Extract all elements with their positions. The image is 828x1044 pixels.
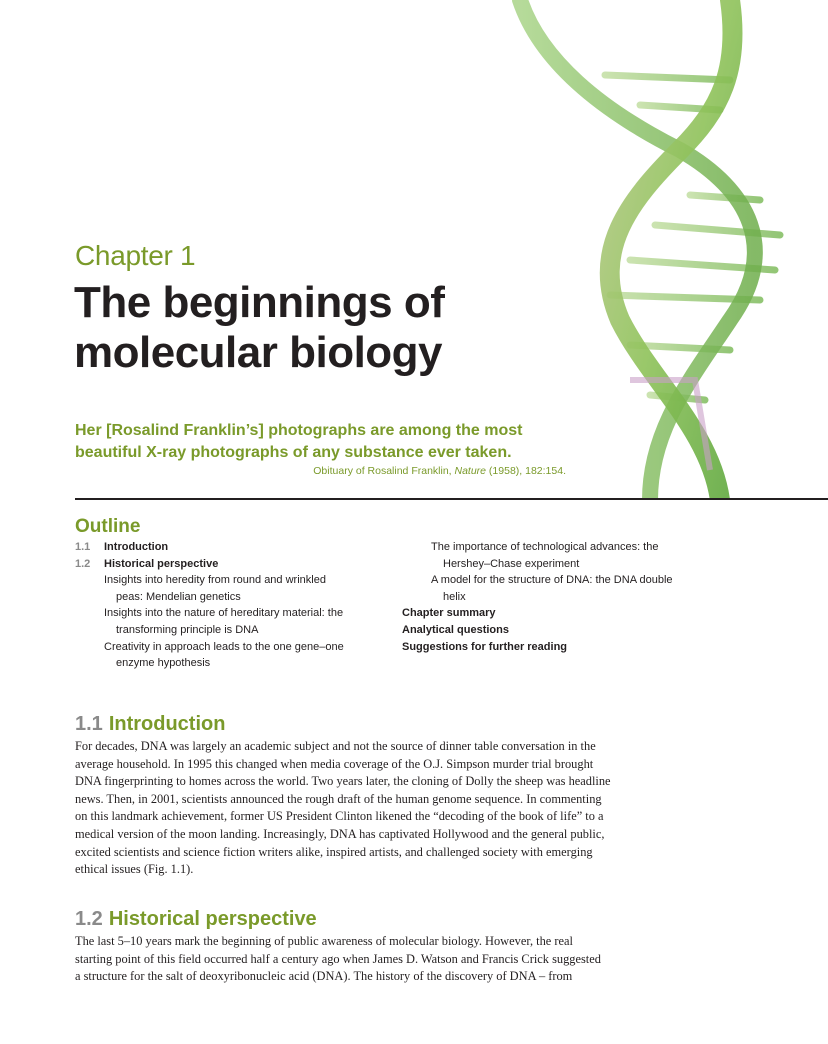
outline-subitem-text: enzyme hypothesis	[116, 657, 211, 670]
outline-subitem-hershey-chase[interactable]	[402, 539, 722, 572]
helix-rung	[605, 75, 730, 80]
outline-subitem-text: Insights into the nature of hereditary material: the	[104, 607, 344, 620]
body-line: medical version of the moon landing. Increasingly, DNA has captivated Hollywood and the general public,	[75, 826, 605, 841]
body-line: starting point of this field occurred half a century ago when James D. Watson and Francis Crick suggested	[75, 951, 601, 966]
section-number: 1.2	[75, 908, 103, 930]
outline-column-right	[402, 539, 722, 655]
chapter-label: Chapter 1	[75, 240, 196, 271]
outline-subitem-text: transforming principle is DNA	[116, 623, 259, 636]
body-line: The last 5–10 years mark the beginning of public awareness of molecular biology. However, the real	[75, 934, 573, 948]
outline-subitem-text: A model for the structure of DNA: the DNA double	[431, 574, 673, 587]
outline-subitem-double-helix[interactable]	[402, 572, 722, 605]
outline-subitem-text: peas: Mendelian genetics	[116, 590, 241, 603]
helix-rung	[655, 225, 780, 235]
outline-section-number: 1.1	[75, 541, 91, 553]
outline-subitem-one-gene-one-enzyme[interactable]	[75, 639, 395, 672]
outline-subitem-text: The importance of technological advances: the	[431, 541, 659, 553]
outline-heading: Outline	[75, 516, 141, 537]
outline-item-introduction[interactable]	[75, 539, 395, 556]
body-line: on this landmark achievement, former US President Clinton likened the “decoding of the book of life” to a	[75, 809, 604, 824]
epigraph-source-prefix: Obituary of Rosalind Franklin,	[313, 465, 455, 477]
outline-section-label: Introduction	[104, 541, 169, 553]
chapter-title	[74, 278, 544, 378]
section-body-historical-perspective	[75, 933, 715, 986]
epigraph-source	[75, 465, 566, 477]
section-title: Historical perspective	[108, 908, 317, 930]
outline-subitem-transforming-principle[interactable]	[75, 605, 395, 638]
body-line: news. Then, in 2001, scientists announced the rough draft of the human genome sequence. In commenting	[75, 791, 602, 806]
epigraph-line-2: beautiful X-ray photographs of any substance ever taken.	[75, 444, 512, 461]
section-heading-historical-perspective	[75, 908, 317, 931]
body-line: For decades, DNA was largely an academic subject and not the source of dinner table conversation in the	[75, 739, 596, 753]
outline-item-chapter-summary[interactable]: Chapter summary	[402, 607, 496, 620]
outline-section-label: Historical perspective	[104, 557, 219, 570]
body-line: a structure for the salt of deoxyribonucleic acid (DNA). The history of the discovery of DNA – from	[75, 969, 573, 984]
outline-column-left	[75, 539, 395, 672]
epigraph-quote	[75, 420, 575, 464]
epigraph-source-suffix: (1958), 182:154.	[486, 465, 566, 477]
outline-subitem-mendelian-genetics[interactable]	[75, 572, 395, 605]
outline-item-analytical-questions[interactable]: Analytical questions	[402, 623, 509, 636]
outline-subitem-text: helix	[443, 590, 466, 603]
body-line: DNA fingerprinting to homes across the world. Two years later, the cloning of Dolly the sheep was headline	[75, 774, 611, 789]
section-title: Introduction	[108, 713, 226, 735]
chapter-title-line-2: molecular biology	[74, 328, 443, 377]
outline-subitem-text: Insights into heredity from round and wrinkled	[104, 574, 326, 587]
horizontal-rule	[75, 498, 828, 500]
epigraph-source-journal: Nature	[454, 465, 487, 477]
chapter-title-line-1: The beginnings of	[74, 278, 445, 327]
outline-item-further-reading[interactable]: Suggestions for further reading	[402, 640, 568, 653]
outline-section-number: 1.2	[75, 557, 91, 570]
body-line: excited scientists and science fiction writers alike, inspired artists, and challenged society with emerging	[75, 844, 593, 859]
section-body-introduction	[75, 738, 715, 879]
epigraph-line-1: Her [Rosalind Franklin’s] photographs are among the most	[75, 422, 523, 439]
outline-item-historical-perspective[interactable]	[75, 556, 395, 573]
section-heading-introduction	[75, 713, 225, 736]
outline-subitem-text: Creativity in approach leads to the one gene–one	[104, 640, 344, 653]
body-line: ethical issues (Fig. 1.1).	[75, 862, 194, 877]
section-number: 1.1	[75, 713, 103, 735]
body-line: average household. In 1995 this changed when media coverage of the O.J. Simpson murder trial brought	[75, 756, 594, 771]
outline-subitem-text: Hershey–Chase experiment	[443, 557, 580, 570]
